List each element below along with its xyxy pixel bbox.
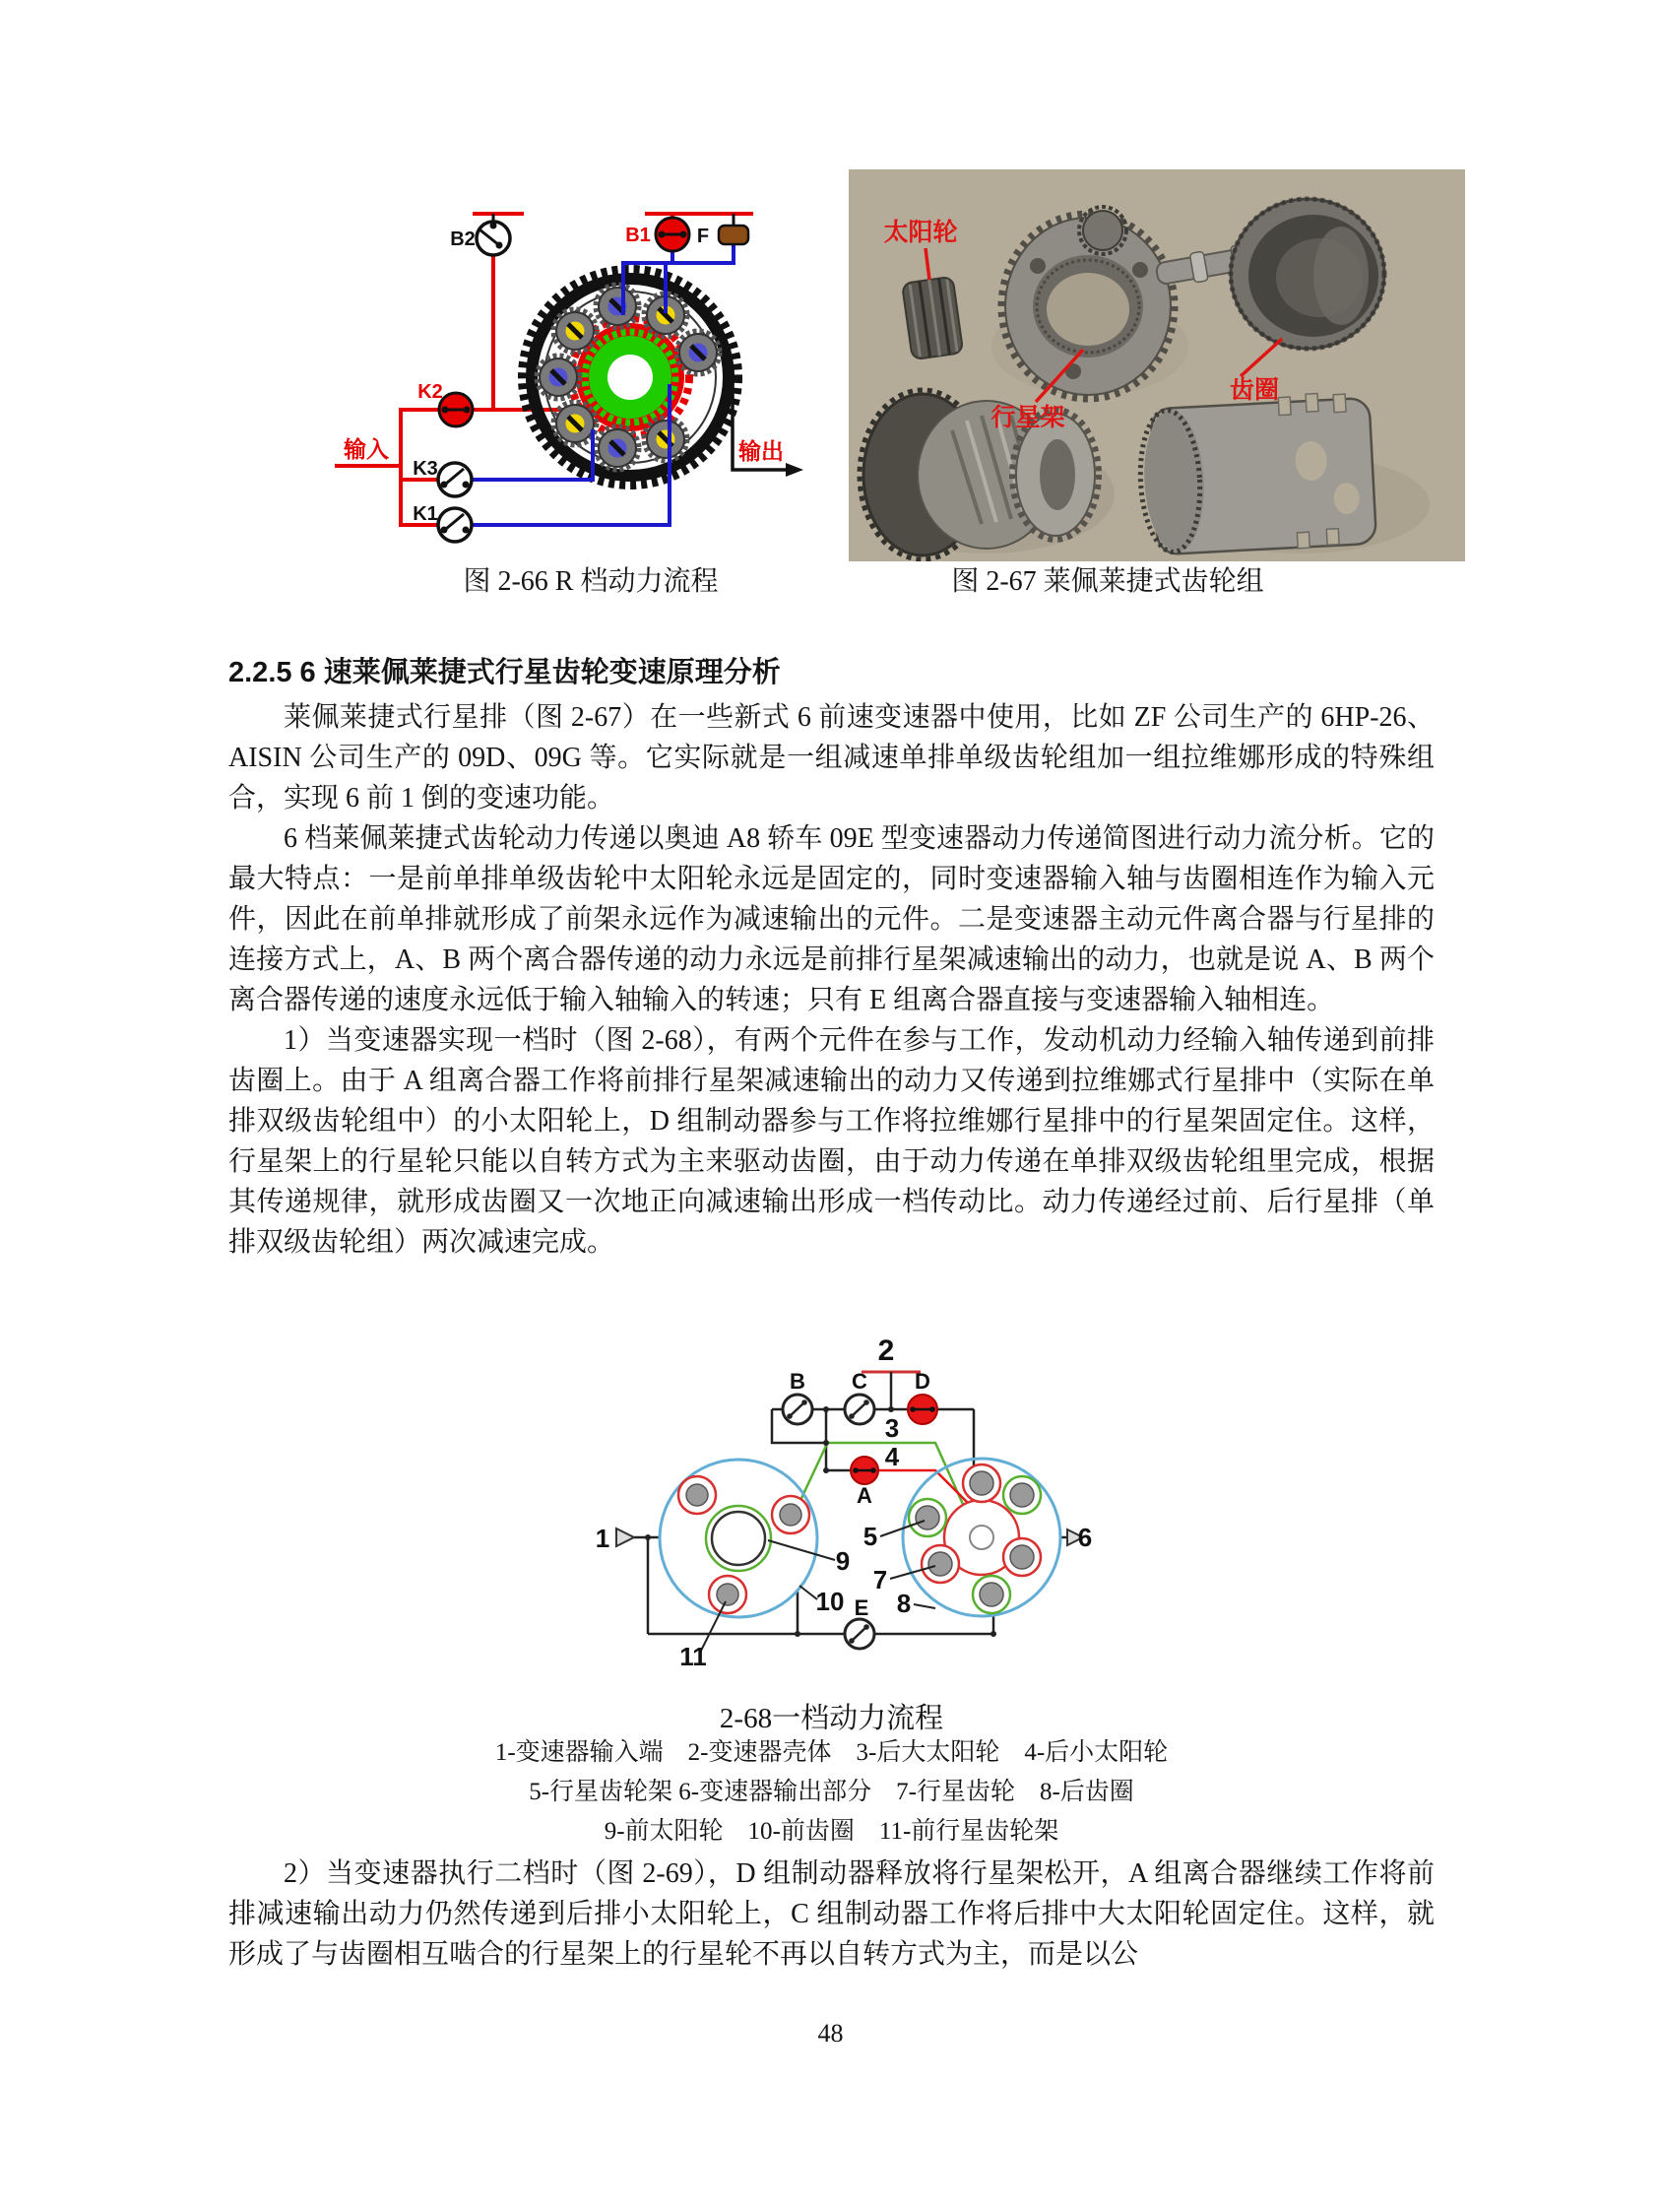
paragraph-3: 1）当变速器实现一档时（图 2-68），有两个元件在参与工作，发动机动力经输入轴传递到前排齿圈上。由于 A 组离合器工作将前排行星架减速输出的动力又传递到拉维娜式行星排中（实际在单排双级齿轮组中）的小太阳轮上，D 组制动器参与工作将拉维娜行星排中的行星架固定住。这样，行星架上的行星轮只能以自转方式为主来驱动齿圈，由于动力传递在单排双级齿轮组里完成，根据其传递规律，就形成齿圈又一次地正向减速输出形成一档传动比。动力传递经过前、后行星排（单排双级齿轮组）两次减速完成。 xyxy=(228,1025,1435,1258)
label-D: D xyxy=(915,1369,930,1394)
clutch-E-symbol xyxy=(845,1619,874,1649)
rear-planetary-row xyxy=(903,1459,1060,1616)
figure-2-68-diagram xyxy=(589,1328,1093,1667)
b2-label: B2 xyxy=(450,228,476,250)
b1-label: B1 xyxy=(625,225,651,246)
legend-line-1: 1-变速器输入端 2-变速器壳体 3-后大太阳轮 4-后小太阳轮 xyxy=(494,1739,1169,1766)
input-path xyxy=(616,1529,660,1634)
photo-sun-gear xyxy=(902,277,963,359)
figure-2-66-caption: 图 2-66 R 档动力流程 xyxy=(463,566,719,597)
sun-gear-label: 太阳轮 xyxy=(883,219,958,246)
label-10: 10 xyxy=(815,1587,845,1616)
legend-line-2: 5-行星齿轮架 6-变速器输出部分 7-行星齿轮 8-后齿圈 xyxy=(529,1779,1134,1805)
body-text-block-1 xyxy=(228,697,1435,1263)
clutch-A-symbol xyxy=(851,1457,878,1484)
k2-label: K2 xyxy=(417,381,443,403)
f-label: F xyxy=(696,226,710,247)
section-heading: 2.2.5 6 速莱佩莱捷式行星齿轮变速原理分析 xyxy=(228,657,781,688)
brake-D-symbol xyxy=(908,1395,937,1424)
input-label: 输入 xyxy=(344,436,389,462)
figure-2-68-caption: 2-68一档动力流程 xyxy=(719,1703,944,1734)
ring-gear-label: 齿圈 xyxy=(1229,376,1280,404)
b2-brake-symbol xyxy=(477,222,510,255)
page-number: 48 xyxy=(817,2019,844,2048)
paragraph-1: 莱佩莱捷式行星排（图 2-67）在一些新式 6 前速变速器中使用，比如 ZF 公司生产的 6HP-26、AISIN 公司生产的 09D、09G 等。它实际就是一组减速单排单级齿轮组加一组拉维娜形成的特殊组合，实现 6 前 1 倒的变速功能。 xyxy=(228,702,1435,813)
f-freewheel-symbol xyxy=(719,214,748,244)
body-text-block-2 xyxy=(228,1854,1435,1975)
label-C: C xyxy=(852,1369,867,1394)
k2-clutch-symbol xyxy=(439,393,473,426)
label-1: 1 xyxy=(595,1524,610,1553)
label-9: 9 xyxy=(835,1546,851,1576)
figure-2-68 xyxy=(589,1328,1093,1672)
carrier-label: 行星架 xyxy=(990,404,1065,431)
figure-2-66 xyxy=(335,167,817,556)
front-sun-gear xyxy=(712,1512,765,1565)
label-E: E xyxy=(854,1595,869,1620)
figure-2-66-diagram xyxy=(335,167,817,552)
label-B: B xyxy=(790,1369,805,1394)
label-3: 3 xyxy=(884,1413,900,1443)
front-planetary-row xyxy=(660,1460,817,1617)
k3-clutch-symbol xyxy=(438,463,472,496)
k1-clutch-symbol xyxy=(438,508,472,542)
label-A: A xyxy=(857,1483,872,1508)
figure-2-67-caption: 图 2-67 莱佩莱捷式齿轮组 xyxy=(951,566,1264,597)
label-11: 11 xyxy=(679,1642,707,1667)
planetary-gear-assembly xyxy=(523,270,737,485)
legend-line-3: 9-前太阳轮 10-前齿圈 11-前行星齿轮架 xyxy=(604,1818,1059,1845)
label-5: 5 xyxy=(862,1522,878,1551)
k3-label: K3 xyxy=(413,458,438,480)
clutch-C-symbol xyxy=(845,1395,874,1424)
photo-drum xyxy=(1231,199,1384,349)
paragraph-4: 2）当变速器执行二档时（图 2-69），D 组制动器释放将行星架松开，A 组离合器继续工作将前排减速输出动力仍然传递到后排小太阳轮上，C 组制动器工作将后排中大太阳轮固定住。这样，就形成了与齿圈相互啮合的行星架上的行星轮不再以自转方式为主，而是以公 xyxy=(228,1858,1435,1970)
photo-ring-gear-drum xyxy=(1136,391,1376,556)
label-7: 7 xyxy=(872,1565,888,1594)
label-6: 6 xyxy=(1077,1523,1093,1552)
figure-2-68-legend xyxy=(228,1733,1435,1852)
k1-label: K1 xyxy=(413,503,438,525)
clutch-B-symbol xyxy=(783,1395,812,1424)
output-label: 输出 xyxy=(738,438,784,464)
b1-brake-symbol xyxy=(656,218,689,251)
figure-2-67-photo xyxy=(849,169,1465,561)
label-2: 2 xyxy=(877,1334,895,1367)
paragraph-2: 6 档莱佩莱捷式齿轮动力传递以奥迪 A8 轿车 09E 型变速器动力传递简图进行动力流分析。它的最大特点：一是前单排单级齿轮中太阳轮永远是固定的，同时变速器输入轴与齿圈相连作为输入元件，因此在前单排就形成了前架永远作为减速输出的元件。二是变速器主动元件离合器与行星排的连接方式上，A、B 两个离合器传递的动力永远是前排行星架减速输出的动力，也就是说 A、B 两个离合器传递的速度永远低于输入轴输入的转速；只有 E 组离合器直接与变速器输入轴相连。 xyxy=(228,823,1435,1015)
label-4: 4 xyxy=(884,1442,900,1471)
figure-2-67 xyxy=(849,169,1465,566)
label-8: 8 xyxy=(896,1589,912,1618)
